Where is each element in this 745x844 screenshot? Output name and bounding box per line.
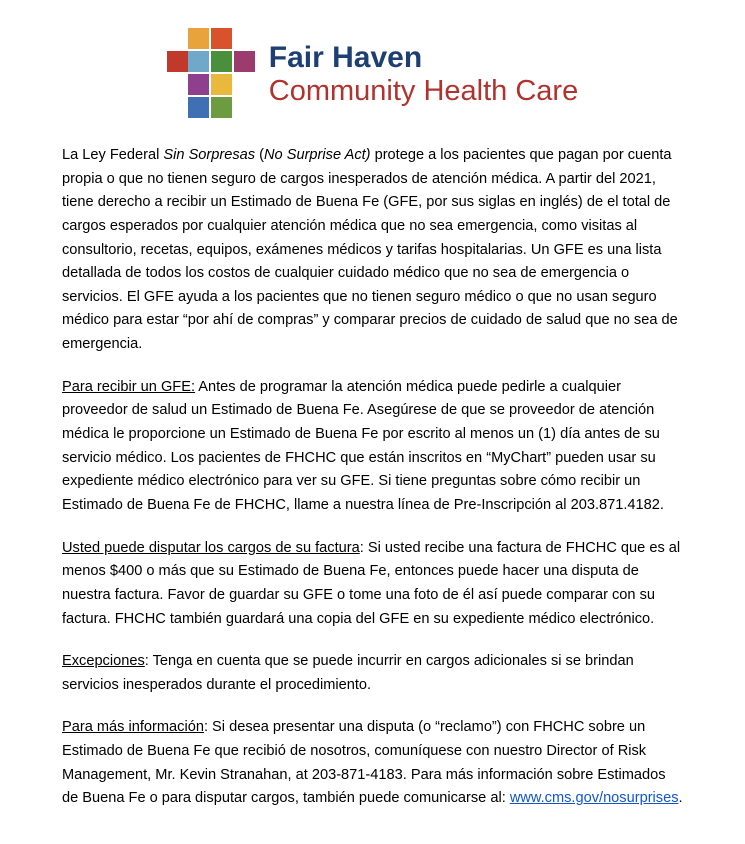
intro-text-1: La Ley Federal bbox=[62, 147, 164, 163]
heading-how-to-receive: Para recibir un GFE: bbox=[62, 378, 196, 395]
paragraph-exceptions bbox=[62, 650, 683, 697]
body-how-to-receive: Antes de programar la atención médica puede pedirle a cualquier proveedor de salud un Estimado de Buena Fe. Asegúrese de que se proveedor de atención médica le proporcione un Estimado de Buena Fe por escrito al menos un (1) día antes de su servicio médico. Los pacientes de FHCHC que están inscritos en “MyChart” pueden usar su expediente médico electrónico para ver su GFE. Si tiene preguntas sobre cómo recibir un Estimado de Buena Fe de FHCHC, llame a nuestra línea de Pre-Inscripción al 203.871.4182. bbox=[62, 378, 664, 513]
heading-more-info: Para más información bbox=[62, 719, 204, 736]
intro-italic-2: No Surprise Act) bbox=[264, 147, 371, 163]
logo-pixel-cross-icon bbox=[167, 28, 259, 120]
body-more-info: : Si desea presentar una disputa (o “reclamo”) con FHCHC sobre un Estimado de Buena Fe que recibió de nosotros, comuníquese con nuestro Director of Risk Management, Mr. Kevin Stranahan, at 203-871-4183. Para más información sobre Estimados de Buena Fe o para disputar cargos, también puede comunicarse al: bbox=[62, 719, 666, 807]
logo-line-2: Community Health Care bbox=[268, 74, 579, 107]
body-exceptions: : Tenga en cuenta que se puede incurrir en cargos adicionales si se brindan servicios inesperados durante el procedimiento. bbox=[62, 653, 634, 693]
body-more-info-tail: . bbox=[678, 790, 683, 807]
document-body bbox=[0, 128, 745, 811]
heading-dispute-charges: Usted puede disputar los cargos de su factura bbox=[62, 539, 360, 556]
paragraph-more-info bbox=[62, 716, 683, 811]
paragraph-dispute-charges bbox=[62, 537, 683, 632]
organization-logo bbox=[0, 0, 745, 128]
logo-line-1: Fair Haven bbox=[268, 40, 423, 74]
logo-wordmark bbox=[268, 40, 579, 107]
intro-text-3: protege a los pacientes que pagan por cuenta propia o que no tienen seguro de cargos inesperados de atención médica. A partir del 2021, tiene derecho a recibir un Estimado de Buena Fe (GFE, por sus siglas en inglés) de el total de cargos esperados por cualquier atención médica que no sea emergencia, como visitas al consultorio, recetas, equipos, exámenes médicos y tarifas hospitalarias. Un GFE es una lista detallada de todos los costos de cualquier cuidado médico que no sea de emergencia o servicios. El GFE ayuda a los pacientes que no tienen seguro médico o que no usan seguro médico para estar “por ahí de compras” y comparar precios de cuidado de salud que no sea de emergencia. bbox=[62, 147, 678, 353]
intro-italic-1: Sin Sorpresas bbox=[163, 147, 256, 163]
paragraph-intro bbox=[62, 144, 683, 357]
heading-exceptions: Excepciones bbox=[62, 653, 145, 670]
intro-text-2: ( bbox=[255, 147, 265, 163]
paragraph-how-to-receive bbox=[62, 376, 683, 518]
cms-nosurprises-link[interactable]: www.cms.gov/nosurprises bbox=[509, 790, 679, 807]
body-dispute-charges: : Si usted recibe una factura de FHCHC que es al menos $400 o más que su Estimado de Buena Fe, entonces puede hacer una disputa de nuestra factura. Favor de guardar su GFE o tome una foto de él así puede comparar con su factura. FHCHC también guardará una copia del GFE en su expediente médico electrónico. bbox=[62, 539, 681, 627]
